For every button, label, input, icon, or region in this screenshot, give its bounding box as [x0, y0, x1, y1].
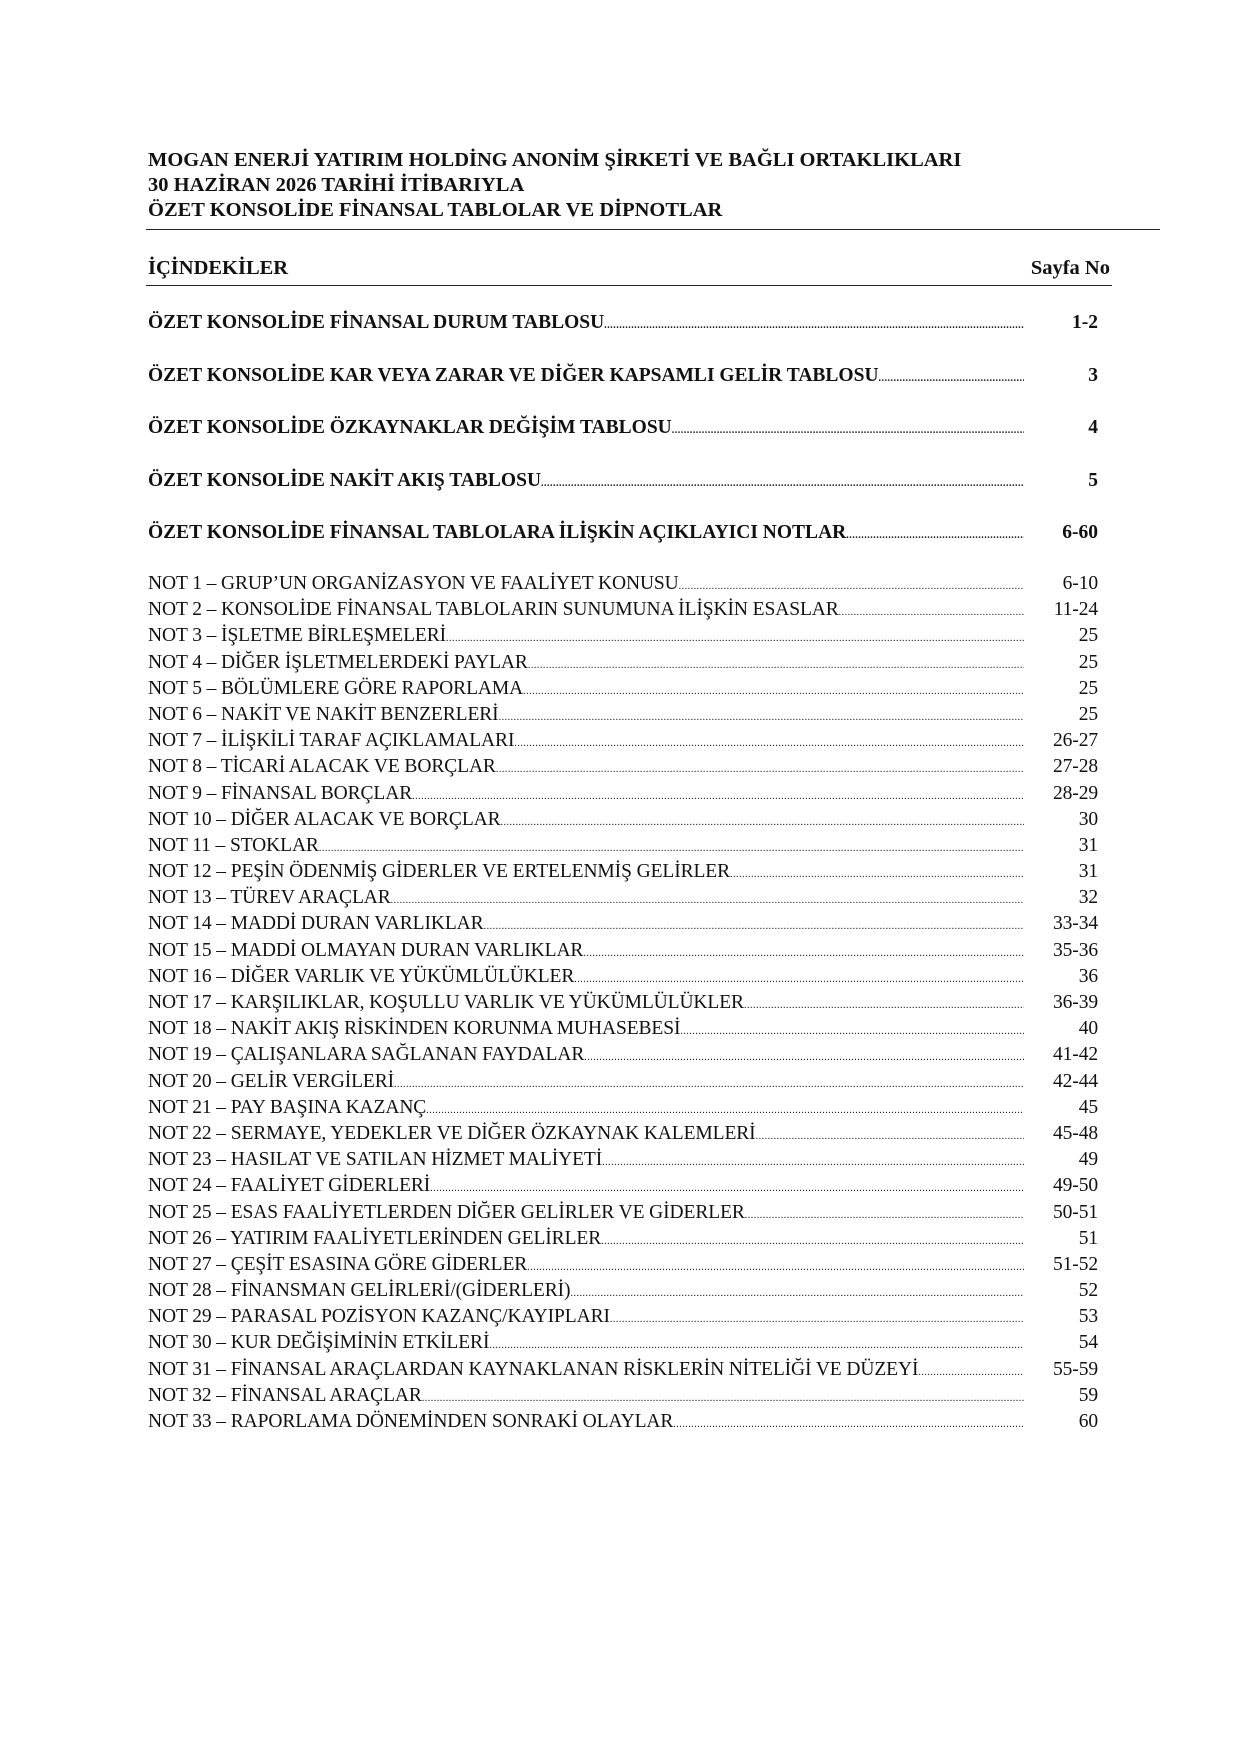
page-column-label: Sayfa No [1030, 257, 1110, 279]
toc-note-item-label: NOT 23 – HASILAT VE SATILAN HİZMET MALİYETİ [148, 1149, 603, 1171]
dot-leader [673, 1419, 1024, 1430]
toc-note-item-label: NOT 26 – YATIRIM FAALİYETLERİNDEN GELİRLER [148, 1227, 602, 1249]
toc-note-item[interactable] [148, 1228, 1098, 1254]
toc-note-item-label: NOT 8 – TİCARİ ALACAK VE BORÇLAR [148, 756, 496, 778]
toc-note-item[interactable] [148, 1280, 1098, 1306]
toc-note-item-page: 35-36 [1053, 939, 1098, 961]
dot-leader [422, 1393, 1024, 1404]
dot-leader [601, 1236, 1024, 1247]
toc-note-item-label: NOT 21 – PAY BAŞINA KAZANÇ [148, 1096, 427, 1118]
toc-note-item-label: NOT 28 – FİNANSMAN GELİRLERİ/(GİDERLERİ) [148, 1280, 571, 1302]
toc-note-item[interactable] [148, 1044, 1098, 1070]
header-divider [146, 229, 1160, 230]
toc-note-item-page: 36-39 [1053, 992, 1098, 1013]
toc-note-item-page: 54 [1078, 1332, 1098, 1354]
dot-leader [499, 712, 1024, 723]
toc-note-item-label: NOT 10 – DİĞER ALACAK VE BORÇLAR [148, 808, 501, 830]
dot-leader [879, 373, 1024, 384]
toc-note-item[interactable] [148, 1306, 1098, 1332]
toc-note-item[interactable] [148, 861, 1098, 887]
toc-section-item[interactable] [148, 470, 1098, 523]
toc-note-item[interactable] [148, 1254, 1098, 1280]
toc-note-item-page: 27-28 [1053, 756, 1098, 778]
toc-note-item-page: 25 [1078, 651, 1098, 673]
report-title: ÖZET KONSOLİDE FİNANSAL TABLOLAR VE DİPNOTLAR [148, 199, 723, 221]
dot-leader [484, 921, 1024, 932]
dot-leader [610, 1314, 1024, 1325]
toc-note-item[interactable] [148, 730, 1098, 756]
dot-leader [584, 1052, 1024, 1063]
dot-leader [430, 1183, 1024, 1194]
toc-note-item-label: NOT 33 – RAPORLAMA DÖNEMİNDEN SONRAKİ OLAYLAR [148, 1411, 674, 1432]
toc-note-item[interactable] [148, 1202, 1098, 1228]
document-header [148, 148, 1158, 223]
toc-note-item-page: 49 [1078, 1149, 1098, 1171]
toc-note-item[interactable] [148, 573, 1098, 599]
toc-note-item[interactable] [148, 1071, 1098, 1097]
toc-note-item-page: 30 [1078, 808, 1098, 830]
toc-divider [146, 285, 1112, 286]
toc-note-item[interactable] [148, 966, 1098, 992]
toc-note-item-page: 33-34 [1053, 913, 1098, 935]
toc-note-item-page: 25 [1078, 703, 1098, 725]
toc-note-item-page: 32 [1078, 887, 1098, 909]
toc-note-item[interactable] [148, 809, 1098, 835]
dot-leader [583, 948, 1024, 959]
toc-note-item-label: NOT 18 – NAKİT AKIŞ RİSKİNDEN KORUNMA MUHASEBESİ [148, 1018, 681, 1040]
toc-note-item-page: 49-50 [1053, 1175, 1098, 1197]
toc-note-item-page: 60 [1078, 1411, 1098, 1432]
toc-note-item-page: 42-44 [1053, 1070, 1098, 1092]
dot-leader [426, 1105, 1024, 1116]
toc-note-item[interactable] [148, 1359, 1098, 1385]
dot-leader [570, 1288, 1024, 1299]
toc-note-item-page: 52 [1078, 1280, 1098, 1302]
company-name: MOGAN ENERJİ YATIRIM HOLDİNG ANONİM ŞİRKETİ VE BAĞLI ORTAKLIKLARI [148, 149, 962, 171]
dot-leader [839, 607, 1024, 618]
dot-leader [744, 1000, 1024, 1011]
toc-note-item-label: NOT 17 – KARŞILIKLAR, KOŞULLU VARLIK VE YÜKÜMLÜLÜKLER [148, 992, 744, 1013]
toc-section-item[interactable] [148, 365, 1098, 418]
toc-note-item-label: NOT 24 – FAALİYET GİDERLERİ [148, 1175, 431, 1197]
toc-note-item-label: NOT 9 – FİNANSAL BORÇLAR [148, 782, 413, 804]
dot-leader [412, 791, 1024, 802]
dot-leader [602, 1157, 1024, 1168]
toc-note-item[interactable] [148, 783, 1098, 809]
toc-note-item[interactable] [148, 599, 1098, 625]
dot-leader [846, 530, 1024, 541]
toc-section-item-label: ÖZET KONSOLİDE ÖZKAYNAKLAR DEĞİŞİM TABLOSU [148, 417, 672, 439]
toc-note-item-label: NOT 7 – İLİŞKİLİ TARAF AÇIKLAMALARI [148, 730, 515, 752]
toc-section-item-label: ÖZET KONSOLİDE FİNANSAL TABLOLARA İLİŞKİN AÇIKLAYICI NOTLAR [148, 522, 847, 544]
toc-note-item-label: NOT 30 – KUR DEĞİŞİMİNİN ETKİLERİ [148, 1332, 490, 1354]
dot-leader [394, 1079, 1024, 1090]
dot-leader [541, 478, 1024, 489]
toc-note-item[interactable] [148, 1149, 1098, 1175]
toc-note-item-page: 51-52 [1053, 1253, 1098, 1275]
toc-section-item-label: ÖZET KONSOLİDE FİNANSAL DURUM TABLOSU [148, 312, 605, 333]
dot-leader [514, 738, 1024, 749]
toc-note-item-label: NOT 13 – TÜREV ARAÇLAR [148, 887, 391, 909]
toc-note-item-label: NOT 14 – MADDİ DURAN VARLIKLAR [148, 913, 484, 935]
toc-note-item-label: NOT 4 – DİĞER İŞLETMELERDEKİ PAYLAR [148, 651, 528, 673]
toc-note-item-page: 25 [1078, 625, 1098, 647]
toc-note-item[interactable] [148, 704, 1098, 730]
toc-note-item-label: NOT 3 – İŞLETME BİRLEŞMELERİ [148, 625, 446, 647]
toc-note-item-label: NOT 32 – FİNANSAL ARAÇLAR [148, 1384, 422, 1406]
dot-leader [391, 895, 1024, 906]
toc-note-item[interactable] [148, 1411, 1098, 1437]
toc-note-item[interactable] [148, 625, 1098, 651]
dot-leader [680, 1026, 1024, 1037]
toc-section-item[interactable] [148, 417, 1098, 470]
toc-note-item-label: NOT 12 – PEŞİN ÖDENMİŞ GİDERLER VE ERTELENMİŞ GELİRLER [148, 861, 731, 883]
toc-note-item-label: NOT 16 – DİĞER VARLIK VE YÜKÜMLÜLÜKLER [148, 965, 575, 987]
toc-note-item-label: NOT 1 – GRUP’UN ORGANİZASYON VE FAALİYET KONUSU [148, 573, 679, 594]
dot-leader [730, 869, 1024, 880]
toc-note-item-label: NOT 22 – SERMAYE, YEDEKLER VE DİĞER ÖZKAYNAK KALEMLERİ [148, 1122, 756, 1144]
dot-leader [574, 974, 1024, 985]
toc-section-item-page: 1-2 [1072, 312, 1098, 333]
dot-leader [756, 1131, 1024, 1142]
toc-section-item-page: 3 [1088, 364, 1098, 386]
toc-note-item-page: 41-42 [1053, 1044, 1098, 1066]
toc-note-item-label: NOT 15 – MADDİ OLMAYAN DURAN VARLIKLAR [148, 939, 584, 961]
toc-note-item[interactable] [148, 1175, 1098, 1201]
toc-note-item-label: NOT 29 – PARASAL POZİSYON KAZANÇ/KAYIPLARI [148, 1306, 610, 1328]
toc-note-item-page: 28-29 [1053, 782, 1098, 804]
toc-note-item-page: 25 [1078, 677, 1098, 699]
dot-leader [745, 1210, 1024, 1221]
dot-leader [918, 1367, 1024, 1378]
toc-note-item[interactable] [148, 913, 1098, 939]
toc-note-item[interactable] [148, 1018, 1098, 1044]
toc-note-item[interactable] [148, 992, 1098, 1018]
toc-note-item[interactable] [148, 1385, 1098, 1411]
toc-note-item-page: 6-10 [1062, 573, 1098, 594]
toc-note-item-label: NOT 11 – STOKLAR [148, 834, 319, 856]
toc-note-item[interactable] [148, 652, 1098, 678]
dot-leader [489, 1340, 1024, 1351]
toc-note-item-label: NOT 27 – ÇEŞİT ESASINA GÖRE GİDERLER [148, 1253, 528, 1275]
toc-note-item-page: 40 [1078, 1018, 1098, 1040]
toc-section-item[interactable] [148, 522, 1098, 575]
toc-note-item-label: NOT 20 – GELİR VERGİLERİ [148, 1070, 395, 1092]
notes-list [148, 573, 1098, 1437]
toc-section-item-page: 5 [1088, 469, 1098, 491]
toc-note-item-page: 26-27 [1053, 730, 1098, 752]
toc-section-item[interactable] [148, 312, 1098, 365]
toc-section-item-page: 6-60 [1062, 522, 1098, 544]
toc-note-item-label: NOT 19 – ÇALIŞANLARA SAĞLANAN FAYDALAR [148, 1044, 585, 1066]
dot-leader [672, 425, 1024, 436]
toc-note-item-page: 31 [1078, 834, 1098, 856]
toc-note-item-page: 31 [1078, 861, 1098, 883]
toc-note-item-page: 51 [1078, 1227, 1098, 1249]
dot-leader [446, 633, 1024, 644]
toc-note-item[interactable] [148, 887, 1098, 913]
dot-leader [496, 764, 1024, 775]
toc-note-item-label: NOT 25 – ESAS FAALİYETLERDEN DİĞER GELİRLER VE GİDERLER [148, 1201, 745, 1223]
dot-leader [527, 1262, 1024, 1273]
dot-leader [679, 581, 1024, 592]
toc-note-item[interactable] [148, 756, 1098, 782]
toc-note-item-label: NOT 2 – KONSOLİDE FİNANSAL TABLOLARIN SUNUMUNA İLİŞKİN ESASLAR [148, 599, 839, 621]
toc-note-item-page: 45-48 [1053, 1122, 1098, 1144]
toc-section-item-label: ÖZET KONSOLİDE KAR VEYA ZARAR VE DİĞER KAPSAMLI GELİR TABLOSU [148, 364, 879, 386]
toc-note-item[interactable] [148, 678, 1098, 704]
toc-note-item[interactable] [148, 835, 1098, 861]
toc-note-item[interactable] [148, 1332, 1098, 1358]
toc-note-item-label: NOT 31 – FİNANSAL ARAÇLARDAN KAYNAKLANAN RİSKLERİN NİTELİĞİ VE DÜZEYİ [148, 1358, 919, 1380]
toc-note-item[interactable] [148, 1097, 1098, 1123]
main-sections-list [148, 312, 1098, 575]
toc-note-item[interactable] [148, 940, 1098, 966]
dot-leader [523, 686, 1024, 697]
toc-title: İÇİNDEKİLER [148, 257, 289, 279]
toc-section-item-page: 4 [1088, 417, 1098, 439]
toc-note-item-page: 11-24 [1053, 599, 1098, 621]
toc-note-item-page: 45 [1078, 1096, 1098, 1118]
toc-note-item-label: NOT 5 – BÖLÜMLERE GÖRE RAPORLAMA [148, 677, 524, 699]
toc-note-item-page: 50-51 [1053, 1201, 1098, 1223]
toc-note-item[interactable] [148, 1123, 1098, 1149]
dot-leader [528, 660, 1024, 671]
report-date: 30 HAZİRAN 2026 TARİHİ İTİBARIYLA [148, 174, 525, 196]
toc-section-item-label: ÖZET KONSOLİDE NAKİT AKIŞ TABLOSU [148, 469, 542, 491]
toc-note-item-page: 36 [1078, 965, 1098, 987]
dot-leader [501, 817, 1024, 828]
toc-note-item-page: 53 [1078, 1306, 1098, 1328]
toc-note-item-label: NOT 6 – NAKİT VE NAKİT BENZERLERİ [148, 703, 499, 725]
toc-note-item-page: 59 [1078, 1384, 1098, 1406]
dot-leader [319, 843, 1024, 854]
toc-note-item-page: 55-59 [1053, 1358, 1098, 1380]
dot-leader [604, 320, 1024, 331]
